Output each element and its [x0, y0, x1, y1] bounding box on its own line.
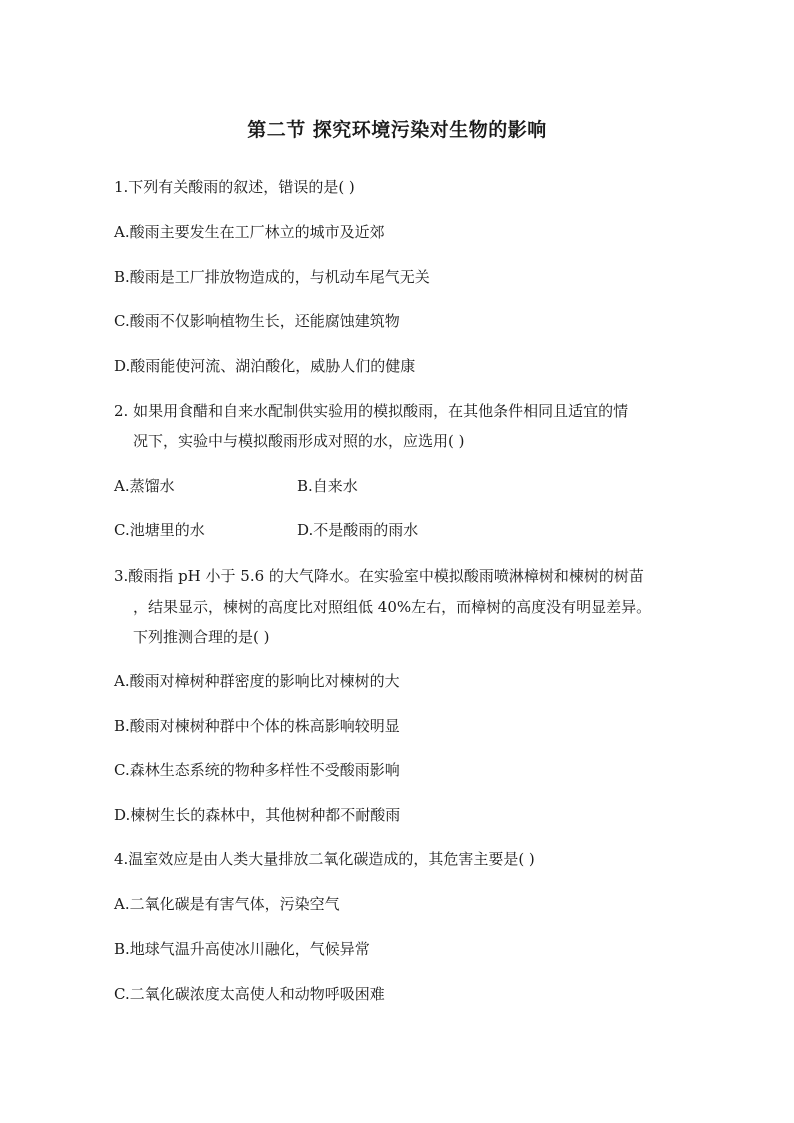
question-2-stem-line-1: 2. 如果用食醋和自来水配制供实验用的模拟酸雨，在其他条件相同且适宜的情	[114, 402, 629, 420]
question-3-option-a: A.酸雨对樟树种群密度的影响比对楝树的大	[114, 672, 400, 690]
question-2-option-b: B.自来水	[297, 477, 358, 495]
question-4-stem: 4.温室效应是由人类大量排放二氧化碳造成的，其危害主要是( )	[114, 850, 535, 868]
question-4-option-c: C.二氧化碳浓度太高使人和动物呼吸困难	[114, 985, 385, 1003]
question-2-option-c: C.池塘里的水	[114, 521, 205, 539]
question-1-option-d: D.酸雨能使河流、湖泊酸化，威胁人们的健康	[114, 357, 416, 375]
question-2-option-d: D.不是酸雨的雨水	[297, 521, 419, 539]
question-3-option-c: C.森林生态系统的物种多样性不受酸雨影响	[114, 761, 400, 779]
question-3-stem-line-3: 下列推测合理的是( )	[133, 628, 270, 646]
question-3-option-b: B.酸雨对楝树种群中个体的株高影响较明显	[114, 717, 400, 735]
question-1-stem: 1.下列有关酸雨的叙述，错误的是( )	[114, 178, 355, 196]
question-2-option-a: A.蒸馏水	[114, 477, 175, 495]
question-1-option-a: A.酸雨主要发生在工厂林立的城市及近郊	[114, 223, 385, 241]
question-3-option-d: D.楝树生长的森林中，其他树种都不耐酸雨	[114, 806, 401, 824]
question-4-option-b: B.地球气温升高使冰川融化，气候异常	[114, 940, 370, 958]
question-1-option-c: C.酸雨不仅影响植物生长，还能腐蚀建筑物	[114, 312, 400, 330]
question-4-option-a: A.二氧化碳是有害气体，污染空气	[114, 895, 340, 913]
question-1-option-b: B.酸雨是工厂排放物造成的，与机动车尾气无关	[114, 268, 430, 286]
page-title: 第二节 探究环境污染对生物的影响	[247, 119, 547, 141]
question-3-stem-line-2: ，结果显示，楝树的高度比对照组低 40%左右，而樟树的高度没有明显差异。	[133, 598, 652, 616]
question-3-stem-line-1: 3.酸雨指 pH 小于 5.6 的大气降水。在实验室中模拟酸雨喷淋樟树和楝树的树苗	[114, 567, 644, 585]
question-2-stem-line-2: 况下，实验中与模拟酸雨形成对照的水，应选用( )	[133, 432, 465, 450]
